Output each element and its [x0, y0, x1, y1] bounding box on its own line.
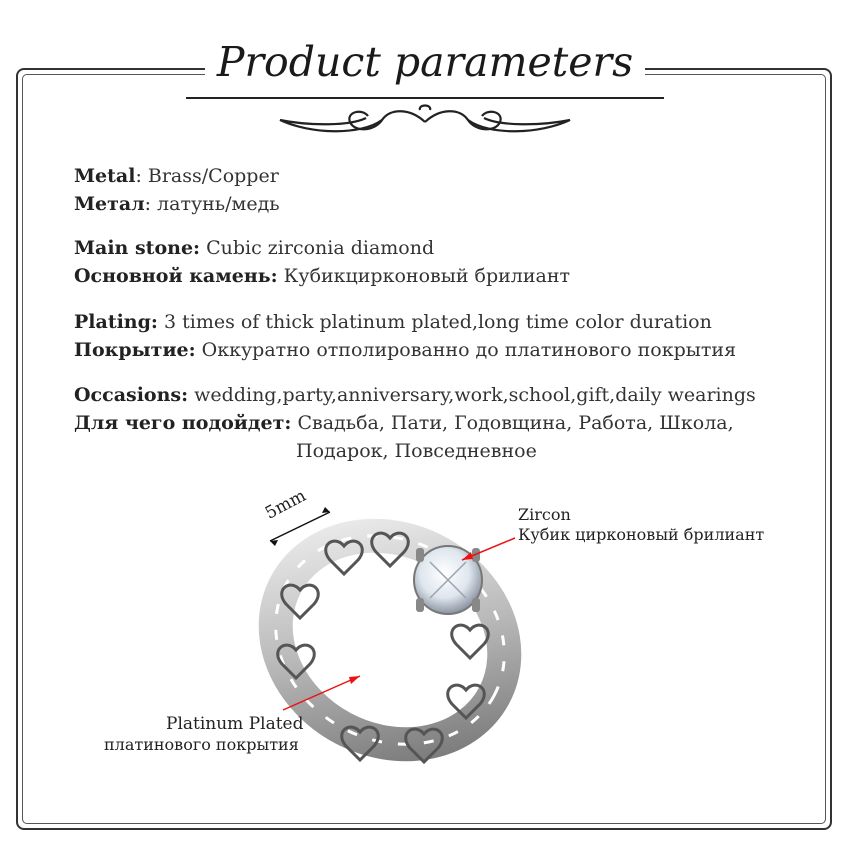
metal-ru-value: : латунь/медь: [144, 193, 280, 215]
metal-ru-key: Метал: [74, 193, 145, 215]
page-title: Product parameters: [216, 38, 634, 86]
occasions-en-key: Occasions:: [74, 384, 189, 406]
stone-ru-key: Основной камень:: [74, 265, 278, 287]
plating-en-value: 3 times of thick platinum plated,long time color duration: [157, 311, 712, 333]
stone-en-key: Main stone:: [74, 237, 201, 259]
plating-ru-key: Покрытие:: [74, 339, 196, 361]
plating-en-key: Plating:: [74, 311, 158, 333]
plating-ru-value: Оккуратно отполированно до платинового покрытия: [195, 339, 737, 361]
width-label: 5mm: [262, 485, 310, 524]
zircon-label-en: Zircon: [518, 505, 571, 524]
plated-arrow: [283, 676, 360, 710]
stone-en-value: Cubic zirconia diamond: [200, 237, 435, 259]
occasions-ru-value-2: Подарок, Повседневное: [296, 440, 537, 462]
stone-ru-value: Кубикцирконовый брилиант: [277, 265, 571, 287]
occasions-ru-value: Свадьба, Пати, Годовщина, Работа, Школа,: [291, 412, 734, 434]
zircon-label-ru: Кубик цирконовый брилиант: [518, 525, 765, 544]
metal-en-key: Metal: [74, 165, 136, 187]
occasions-ru-key: Для чего подойдет:: [74, 412, 292, 434]
plated-label-ru: платинового покрытия: [104, 735, 299, 754]
occasions-en-value: wedding,party,anniversary,work,school,gift,daily wearings: [188, 384, 756, 406]
plated-label-en: Platinum Plated: [166, 714, 304, 734]
zircon-arrowhead: [462, 552, 473, 560]
metal-en-value: : Brass/Copper: [135, 165, 279, 187]
plated-arrowhead: [349, 676, 360, 684]
